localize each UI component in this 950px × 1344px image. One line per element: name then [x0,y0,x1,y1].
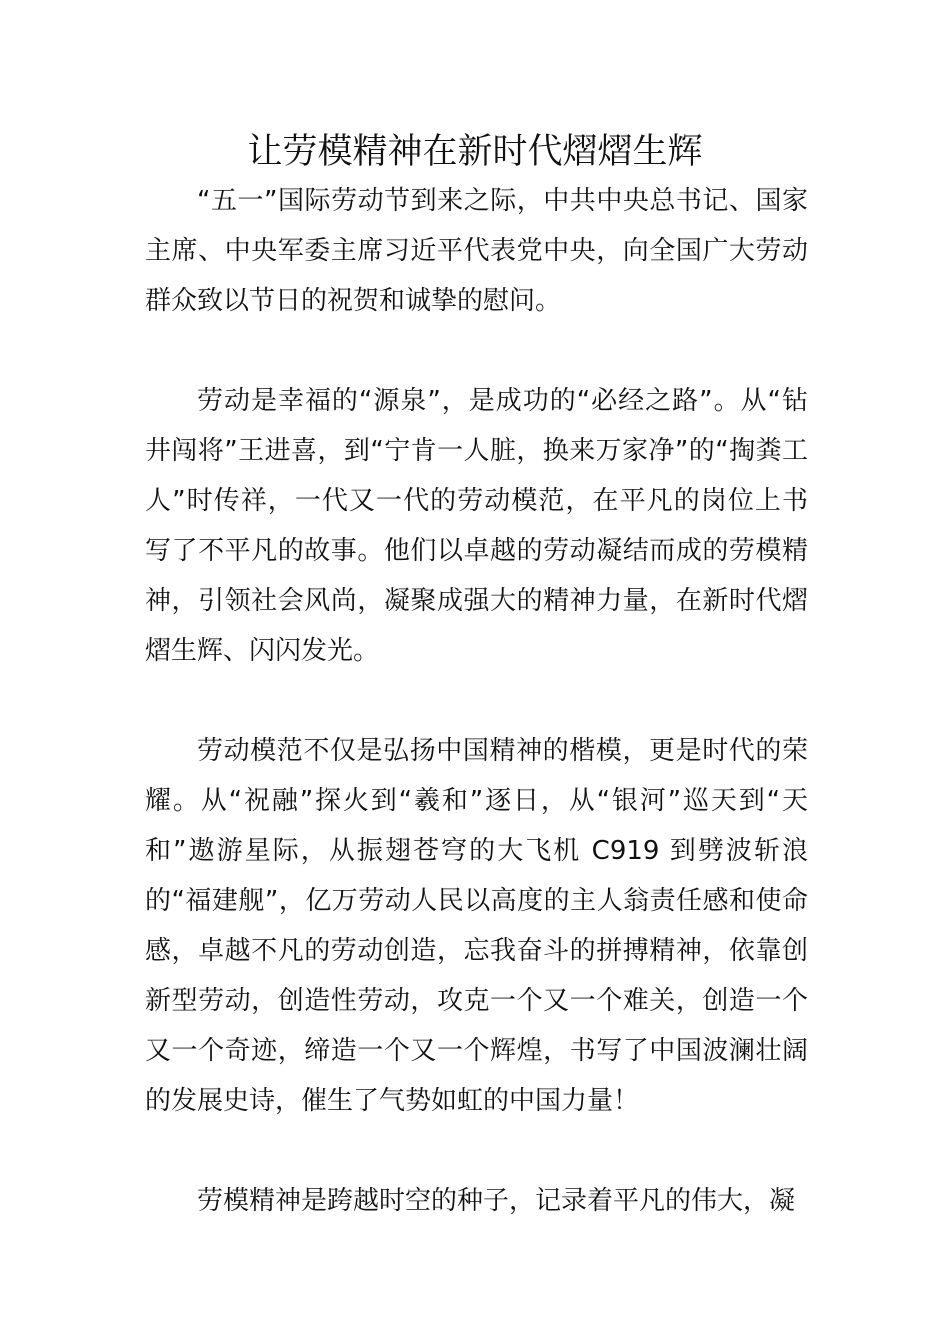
paragraph-4: 劳模精神是跨越时空的种子，记录着平凡的伟大，凝 [197,1186,796,1216]
paragraph-2: 劳动是幸福的“源泉”，是成功的“必经之路”。从“钻井闯将”王进喜，到“宁肯一人脏，换来万家净”的“掏粪工人”时传祥，一代又一代的劳动模范，在平凡的岗位上书写了不平凡的故事。他们以卓越的劳动凝结而成的劳模精神，引领社会风尚，凝聚成强大的精神力量，在新时代熠熠生辉、闪闪发光。 [145,386,808,666]
paragraph-spacer [145,676,808,726]
document-title: 让劳模精神在新时代熠熠生辉 [247,132,703,172]
document-body [145,176,808,1226]
paragraph-spacer [145,1126,808,1176]
paragraph-1: “五一”国际劳动节到来之际，中共中央总书记、国家主席、中央军委主席习近平代表党中央，向全国广大劳动群众致以节日的祝贺和诚挚的慰问。 [145,186,808,316]
paragraph-spacer [145,326,808,376]
paragraph-3: 劳动模范不仅是弘扬中国精神的楷模，更是时代的荣耀。从“祝融”探火到“羲和”逐日，从“银河”巡天到“天和”遨游星际，从振翅苍穹的大飞机 C919 到劈波斩浪的“福建舰”，亿万劳动人民以高度的主人翁责任感和使命感，卓越不凡的劳动创造，忘我奋斗的拼搏精神，依靠创新型劳动，创造性劳动，攻克一个又一个难关，创造一个又一个奇迹，缔造一个又一个辉煌，书写了中国波澜壮阔的发展史诗，催生了气势如虹的中国力量！ [145,736,808,1116]
